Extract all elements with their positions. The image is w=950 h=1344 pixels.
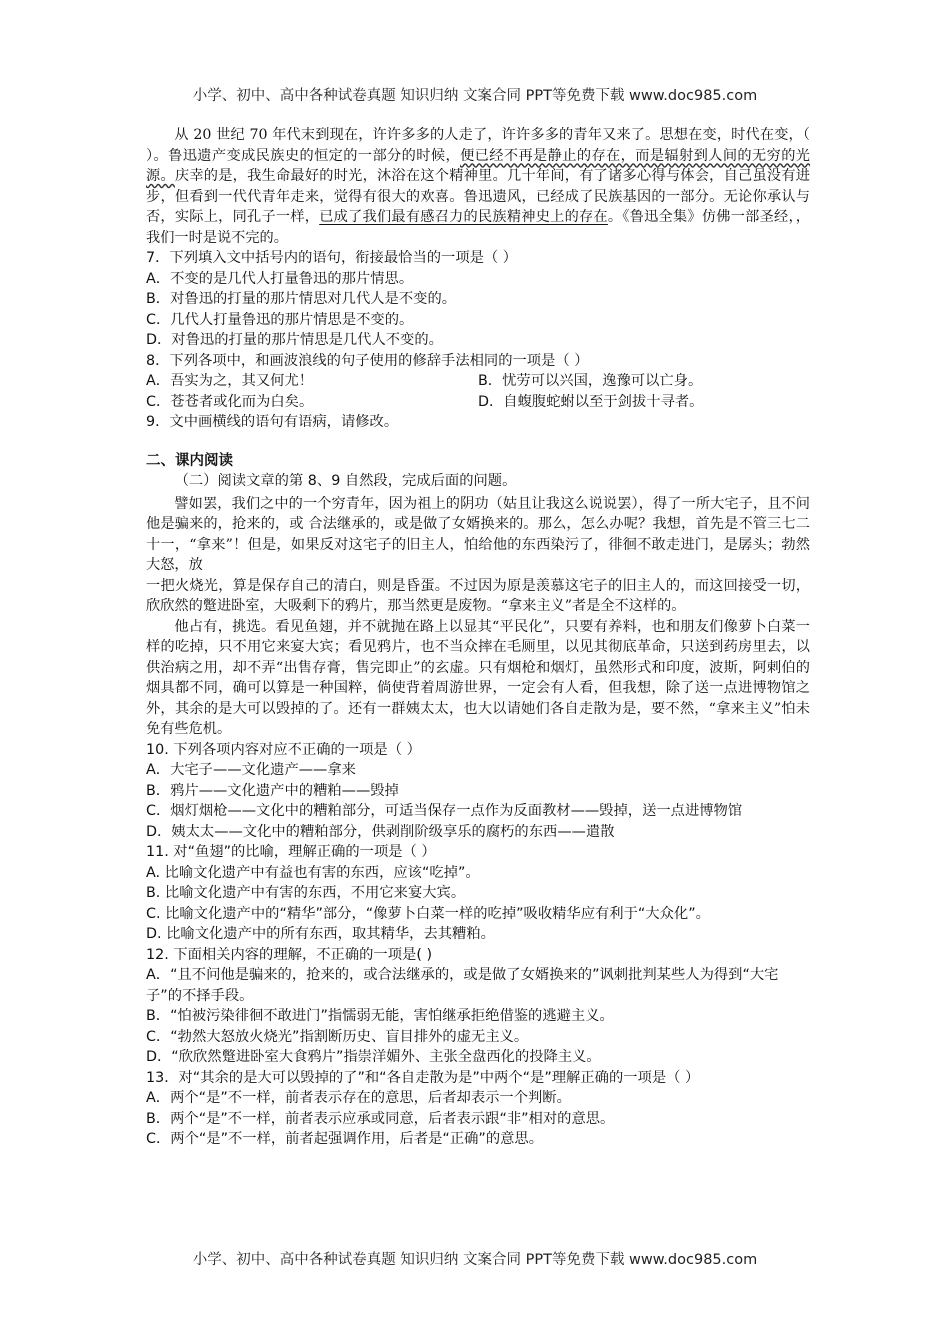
question-11-option-b: B. 比喻文化遗产中有害的东西，不用它来宴大宾。 (146, 885, 466, 901)
question-8-option-d: D．自蝮腹蛇蚹以至于剑拔十寻者。 (478, 393, 704, 410)
question-8-option-a: A．吾实为之，其又何尤！ (146, 373, 314, 389)
reading-paragraph: 譬如罢，我们之中的一个穷青年，因为祖上的阴功（姑且让我这么说说罢），得了一所大宅子，且不问他是骗来的，抢来的，或 合法继承的，或是做了女婿换来的。那么，怎么办呢？我想，首先是不管三七二十一，“拿来”！但是，如果反对这宅子的旧主人，怕给他的东西染污了，徘徊不敢走进门，是孱头；勃然大怒，放 (146, 495, 810, 573)
question-7-stem: 7．下列填入文中括号内的语句，衔接最恰当的一项是（ ） (146, 250, 518, 266)
passage-text: 从 20 世纪 70 年代末到现在，许许多多的人走了，许许多多的青年又来了。思想在变，时代在变，（ ）。鲁迅遗产变成民族史的恒定的一部分的时候， (146, 127, 810, 164)
question-7-option-b: B．对鲁迅的打量的那片情思对几代人是不变的。 (146, 291, 457, 307)
section-title: 二、课内阅读 (146, 452, 233, 469)
question-8-option-c: C．苍苍者或化而为白矣。 (146, 393, 314, 410)
question-10-option-b: B．鸦片——文化遗产中的糟粕——毁掉 (146, 782, 399, 799)
question-8-stem: 8．下列各项中，和画波浪线的句子使用的修辞手法相同的一项是（ ） (146, 352, 589, 369)
question-13-option-a: A．两个“是”不一样，前者表示存在的意思，后者却表示一个判断。 (146, 1090, 571, 1106)
question-7-option-c: C．几代人打量鲁迅的那片情思是不变的。 (146, 311, 414, 328)
question-13-option-b: B．两个“是”不一样，前者表示应承或同意，后者表示跟“非”相对的意思。 (146, 1110, 615, 1127)
question-8-options-row (146, 371, 810, 392)
question-13-stem: 13．对“其余的是大可以毁掉的了”和“各自走散为是”中两个“是”理解正确的一项是（ ） (146, 1069, 700, 1086)
passage-paragraph (146, 125, 810, 248)
question-11-stem: 11. 对“鱼翅”的比喻，理解正确的一项是（ ） (146, 844, 436, 860)
question-7-option-d: D．对鲁迅的打量的那片情思是几代人不变的。 (146, 332, 443, 348)
question-10-stem: 10. 下列各项内容对应不正确的一项是（ ） (146, 741, 421, 758)
question-13-option-c: C．两个“是”不一样，前者起强调作用，后者是“正确”的意思。 (146, 1131, 544, 1147)
document-body (146, 125, 810, 1150)
page-header: 小学、初中、高中各种试卷真题 知识归纳 文案合同 PPT等免费下载 www.doc985.com (192, 88, 758, 104)
question-12-option-a: A．“且不问他是骗来的，抢来的，或合法继承的，或是做了女婿换来的”讽刺批判某些人为得到“大宅子”的不择手段。 (146, 967, 779, 1004)
question-9-stem: 9．文中画横线的语句有语病，请修改。 (146, 414, 399, 430)
question-12-option-c: C．“勃然大怒放火烧光”指割断历史、盲目排外的虚无主义。 (146, 1028, 529, 1045)
reading-paragraph: 他占有，挑选。看见鱼翅，并不就抛在路上以显其“平民化”，只要有养料，也和朋友们像萝卜白菜一样的吃掉，只不用它来宴大宾；看见鸦片，也不当众摔在毛厕里，以见其彻底革命，只送到药房里去，以供治病之用，却不弄“出售存膏，售完即止”的玄虚。只有烟枪和烟灯，虽然形式和印度，波斯，阿剌伯的烟具都不同，确可以算是一种国粹，倘使背着周游世界，一定会有人看，但我想，除了送一点进博物馆之外，其余的是大可以毁掉的了。还有一群姨太太，也大以请她们各自走散为是，要不然，“拿来主义”怕未免有些危机。 (146, 618, 810, 737)
question-8-options-row (146, 392, 810, 413)
question-7-option-a: A．不变的是几代人打量鲁迅的那片情思。 (146, 270, 414, 287)
question-12-option-d: D．“欣欣然蹩进卧室大食鸦片”指崇洋媚外、主张全盘西化的投降主义。 (146, 1049, 601, 1065)
page-footer: 小学、初中、高中各种试卷真题 知识归纳 文案合同 PPT等免费下载 www.doc985.com (192, 1252, 758, 1268)
question-12-stem: 12. 下面相关内容的理解，不正确的一项是( ) (146, 946, 433, 963)
passage-text: 庆幸的是，我生命最好的时光，沐浴在这个精神里。几十年间，有了诸多心得与体会，自己虽没有进步，但看到一代代青年走来，觉得有很大的欢喜。鲁迅遗风，已经成了民族基因的一部分。无论你承认与否，实际上，同孔子一样， (146, 168, 810, 225)
passage-text: 。《鲁迅全集》仿佛一部圣经，，我们一时是说不完的。 (146, 209, 810, 246)
question-8-option-b: B．忧劳可以兴国，逸豫可以亡身。 (478, 373, 703, 389)
question-12-option-b: B．“怕被污染徘徊不敢进门”指懦弱无能，害怕继承拒绝借鉴的逃避主义。 (146, 1008, 614, 1024)
section-instruction: （二）阅读文章的第 8、9 自然段，完成后面的问题。 (174, 473, 517, 489)
question-10-option-d: D．姨太太——文化中的糟粕部分，供剥削阶级享乐的腐朽的东西——遣散 (146, 823, 615, 840)
question-10-option-a: A．大宅子——文化遗产——拿来 (146, 762, 356, 778)
question-11-option-d: D. 比喻文化遗产中的所有东西，取其精华，去其糟粕。 (146, 926, 495, 942)
underlined-sentence: 已成了我们最有感召力的民族精神史上的存在 (319, 209, 608, 225)
question-10-option-c: C．烟灯烟枪——文化中的糟粕部分，可适当保存一点作为反面教材——毁掉，送一点进博物馆 (146, 803, 743, 819)
question-11-option-a: A. 比喻文化遗产中有益也有害的东西，应该“吃掉”。 (146, 864, 480, 881)
question-11-option-c: C. 比喻文化遗产中的“精华”部分，“像萝卜白菜一样的吃掉”吸收精华应有利于“大众化”。 (146, 905, 710, 922)
reading-paragraph: 一把火烧光，算是保存自己的清白，则是昏蛋。不过因为原是羡慕这宅子的旧主人的，而这回接受一切，欣欣然的蹩进卧室，大吸剩下的鸦片，那当然更是废物。“拿来主义”者是全不这样的。 (146, 577, 810, 614)
wavy-underlined-sentence: 便已经不再是静止的存在，而是辐射到人间的无穷的光源。 (146, 147, 810, 184)
